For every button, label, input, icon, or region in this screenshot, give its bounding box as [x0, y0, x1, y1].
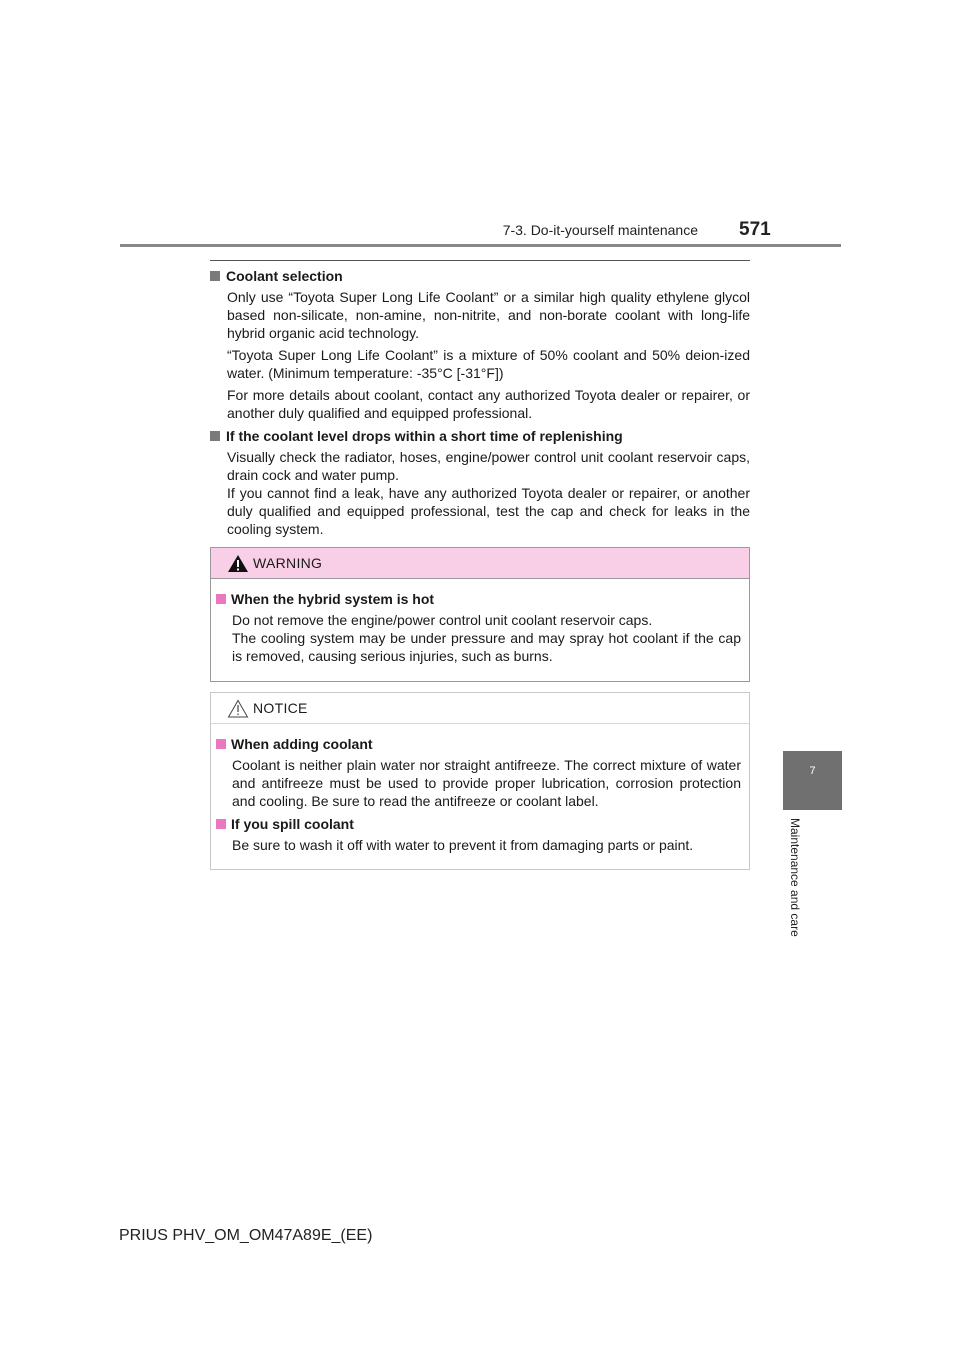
- item-title: If the coolant level drops within a short time of replenishing: [210, 426, 750, 446]
- notice-box: [210, 692, 750, 870]
- header-rule: [120, 244, 841, 247]
- paragraph: Visually check the radiator, hoses, engine/power control unit coolant reservoir caps, drain cock and water pump.: [227, 449, 750, 483]
- notice-label: NOTICE: [253, 700, 308, 716]
- warning-header: [211, 548, 749, 579]
- square-bullet-icon: [216, 739, 226, 749]
- chapter-tab-number: 7: [809, 765, 816, 777]
- notice-body: [211, 724, 749, 854]
- paragraph: If you cannot find a leak, have any authorized Toyota dealer or repairer, or another duly qualified and equipped professional, test the cap and check for leaks in the cooling system.: [227, 485, 750, 537]
- content-top-rule: [210, 260, 750, 261]
- page-number: 571: [739, 219, 771, 240]
- main-content: [210, 266, 750, 542]
- notice-item-title: When adding coolant: [213, 734, 741, 754]
- paragraph: The cooling system may be under pressure and may spray hot coolant if the cap is removed, causing serious injuries, such as burns.: [232, 630, 741, 664]
- square-bullet-icon: [210, 431, 220, 441]
- paragraph: Coolant is neither plain water nor straight antifreeze. The correct mixture of water and antifreeze must be used to provide proper lubrication, corrosion protection and cooling. Be sure to read the antifreeze or coolant label.: [232, 757, 741, 809]
- square-bullet-icon: [216, 819, 226, 829]
- paragraph: Only use “Toyota Super Long Life Coolant” or a similar high quality ethylene glycol based non-silicate, non-amine, non-nitrite, and non-borate coolant with long-life hybrid organic acid technology.: [227, 289, 750, 341]
- notice-item-title: If you spill coolant: [213, 814, 741, 834]
- square-bullet-icon: [216, 594, 226, 604]
- warning-item-title: When the hybrid system is hot: [213, 589, 741, 609]
- paragraph: Be sure to wash it off with water to prevent it from damaging parts or paint.: [232, 837, 694, 853]
- square-bullet-icon: [210, 271, 220, 281]
- warning-body: [211, 579, 749, 665]
- item-coolant-level-drops: [210, 426, 750, 538]
- paragraph: For more details about coolant, contact any authorized Toyota dealer or repairer, or another duly qualified and equipped professional.: [227, 387, 750, 421]
- warning-label: WARNING: [253, 555, 323, 571]
- item-title: Coolant selection: [210, 266, 750, 286]
- warning-box: [210, 547, 750, 682]
- chapter-side-label: Maintenance and care: [788, 818, 802, 937]
- paragraph: Do not remove the engine/power control unit coolant reservoir caps.: [232, 612, 653, 628]
- caution-triangle-icon: [227, 699, 249, 718]
- item-coolant-selection: [210, 266, 750, 422]
- document-id: PRIUS PHV_OM_OM47A89E_(EE): [119, 1227, 373, 1244]
- section-title: 7-3. Do-it-yourself maintenance: [502, 222, 698, 238]
- chapter-tab[interactable]: [783, 751, 842, 810]
- paragraph: “Toyota Super Long Life Coolant” is a mixture of 50% coolant and 50% deion-ized water. (Minimum temperature: -35°C [-31°F]): [227, 347, 750, 381]
- warning-triangle-icon: [227, 554, 249, 573]
- notice-header: [211, 693, 749, 724]
